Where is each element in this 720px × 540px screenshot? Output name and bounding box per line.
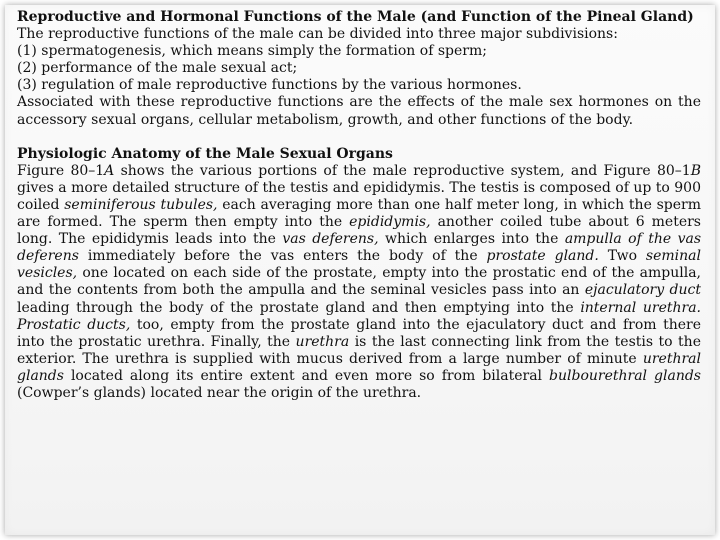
list-item-hormonal-regulation: (3) regulation of male reproductive functions by the various hormones. (17, 77, 522, 94)
text-run: another coiled tube about 6 meters long. The epididymis leads into the (17, 214, 701, 248)
italic-term: urethra (295, 333, 350, 350)
text-run: (Cowper’s glands) located near the origin of the urethra. (17, 384, 422, 401)
section-heading-physiologic-anatomy: Physiologic Anatomy of the Male Sexual Organs (17, 145, 393, 162)
italic-term: ejaculatory duct (584, 282, 701, 299)
text-run: each averaging more than one half meter long, in which the sperm are formed. The sperm then empty into the (17, 196, 701, 231)
text-run: gives a more detailed structure of the testis and epididymis. The testis is composed of up to 900 coiled (17, 179, 701, 213)
anatomy-paragraph (17, 163, 701, 402)
italic-term: seminiferous tubules, (64, 196, 218, 213)
text-run: located along its entire extent and even more so from bilateral (63, 367, 550, 384)
italic-term: vas deferens, (282, 231, 379, 248)
italic-term: internal urethra. Prostatic ducts, (17, 299, 702, 333)
italic-term: urethral glands (17, 350, 701, 384)
text-run: is the last connecting link from the testis to the exterior. The urethra is supplied with mucus derived from a large number of minute (17, 333, 701, 367)
text-run: too, empty from the prostate gland into the ejaculatory duct and from there into the prostatic urethra. Finally, the (17, 316, 701, 350)
italic-term: bulbourethral glands (549, 367, 701, 384)
text-run: shows the various portions of the male reproductive system, and Figure 80–1 (114, 162, 691, 179)
intro-text: The reproductive functions of the male can be divided into three major subdivisions: (17, 26, 618, 43)
text-run: Two (598, 248, 646, 265)
closing-paragraph: Associated with these reproductive functions are the effects of the male sex hormones on the accessory sexual organs, cellular metabolism, growth, and other functions of the body. (17, 94, 701, 128)
italic-term: prostate gland. (486, 248, 599, 265)
italic-term: B (690, 162, 701, 179)
slide-content (17, 9, 701, 402)
italic-term: seminal vesicles, (17, 248, 701, 282)
paragraph-gap (17, 129, 701, 146)
text-run: immediately before the vas enters the body of the (78, 248, 487, 265)
text-run: which enlarges into the (378, 231, 565, 248)
list-item-spermatogenesis: (1) spermatogenesis, which means simply the formation of sperm; (17, 43, 487, 60)
text-run: Figure 80–1 (17, 162, 105, 179)
text-run: one located on each side of the prostate, empty into the prostatic end of the ampulla, and the contents from both the ampulla and the seminal vesicles pass into an (17, 265, 701, 299)
list-item-sexual-act: (2) performance of the male sexual act; (17, 60, 298, 77)
text-run: leading through the body of the prostate gland and then emptying into the (17, 299, 581, 316)
italic-term: ampulla of the vas deferens (17, 231, 702, 265)
italic-term: epididymis, (349, 214, 431, 231)
section-heading-reproductive-functions: Reproductive and Hormonal Functions of the Male (and Function of the Pineal Gland) (17, 9, 694, 25)
italic-term: A (104, 162, 115, 179)
